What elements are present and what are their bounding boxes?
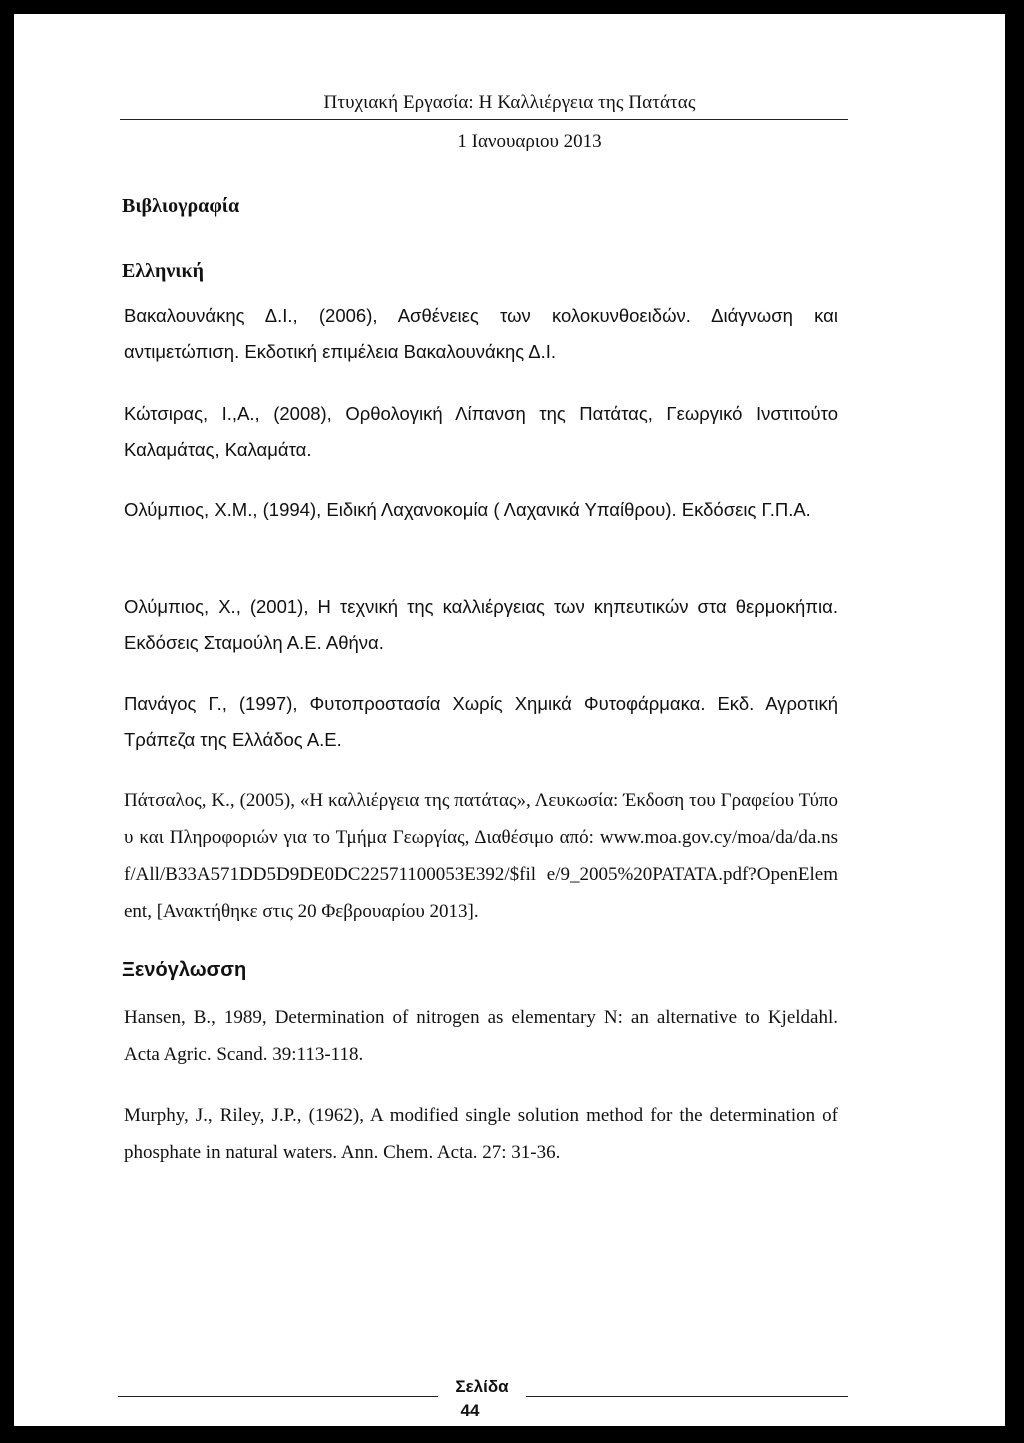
running-header-date: 1 Ιανουαριου 2013 bbox=[457, 131, 602, 152]
reference-entry: Ολύμπιος, Χ., (2001), Η τεχνική της καλλιέργειας των κηπευτικών στα θερμοκήπια. Εκδόσεις Σταμούλη Α.Ε. Αθήνα. bbox=[124, 596, 838, 653]
reference-entry: Βακαλουνάκης Δ.Ι., (2006), Ασθένειες των κολοκυνθοειδών. Διάγνωση και αντιμετώπιση. Εκδοτική επιμέλεια Βακαλουνάκης Δ.Ι. bbox=[124, 305, 838, 362]
reference-entry: Πανάγος Γ., (1997), Φυτοπροστασία Χωρίς Χημικά Φυτοφάρμακα. Εκδ. Αγροτική Τράπεζα της Ελλάδος Α.Ε. bbox=[124, 693, 838, 750]
page-label: Σελίδα bbox=[455, 1377, 509, 1396]
reference-entry: Murphy, J., Riley, J.P., (1962), A modified single solution method for the determination of phosphate in natural waters. Ann. Chem. Acta. 27: 31-36. bbox=[124, 1105, 838, 1163]
footer-rule-right bbox=[526, 1396, 848, 1397]
greek-section-heading: Ελληνική bbox=[122, 260, 204, 282]
page-number: 44 bbox=[460, 1401, 480, 1420]
reference-entry: Κώτσιρας, Ι.,Α., (2008), Ορθολογική Λίπανση της Πατάτας, Γεωργικό Ινστιτούτο Καλαμάτας, Καλαμάτα. bbox=[124, 403, 838, 460]
reference-entry: Ολύμπιος, Χ.Μ., (1994), Ειδική Λαχανοκομία ( Λαχανικά Υπαίθρου). Εκδόσεις Γ.Π.Α. bbox=[124, 499, 811, 520]
reference-entry: Πάτσαλος, Κ., (2005), «Η καλλιέργεια της πατάτας», Λευκωσία: Έκδοση του Γραφείου Τύπου και Πληροφοριών για το Τμήμα Γεωργίας, Διαθέσιμο από: www.moa.gov.cy/moa/da/da.nsf/All/B33A571DD5D9DE0DC22571100053E392/$fil e/9_2005%20PATATA.pdf?OpenElement, [Ανακτήθηκε στις 20 Φεβρουαρίου 2013]. bbox=[124, 790, 838, 922]
footer-rule-left bbox=[118, 1396, 438, 1397]
document-page bbox=[14, 14, 1005, 1426]
header-rule bbox=[120, 119, 848, 120]
reference-entry: Hansen, B., 1989, Determination of nitrogen as elementary N: an alternative to Kjeldahl. Acta Agric. Scand. 39:113-118. bbox=[124, 1007, 838, 1065]
page-footer bbox=[14, 1374, 1005, 1426]
bibliography-title: Βιβλιογραφία bbox=[122, 195, 240, 217]
foreign-section-heading: Ξενόγλωσση bbox=[122, 959, 247, 981]
running-header-title: Πτυχιακή Εργασία: Η Καλλιέργεια της Πατάτας bbox=[323, 92, 696, 113]
